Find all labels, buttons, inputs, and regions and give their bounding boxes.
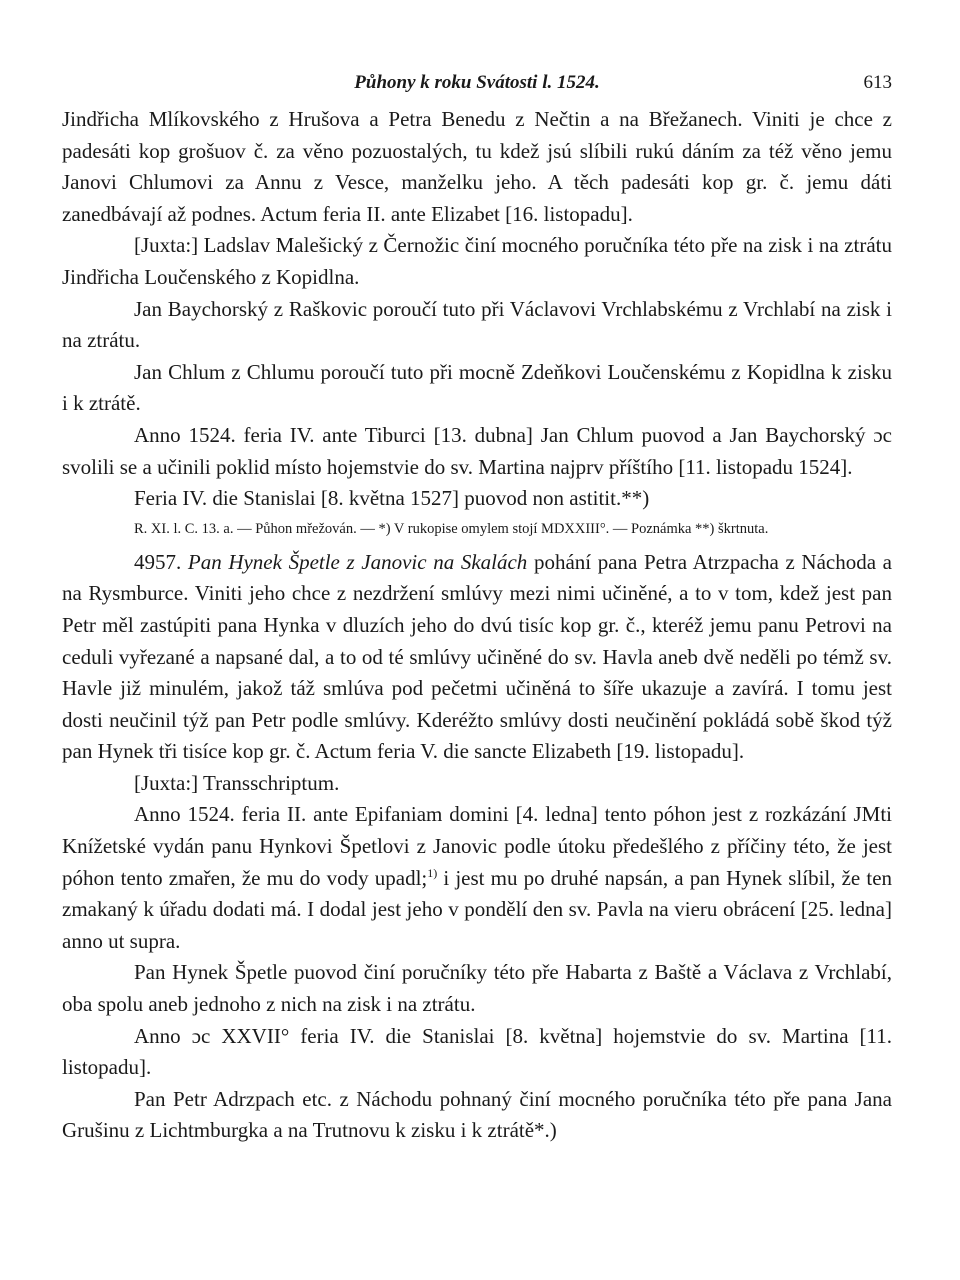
paragraph-text: i jest mu po druhé napsán, a pan Hynek slíbil, že ten zmakaný k úřadu dodati má. I dodal jest jeho v pondělí den sv. Pavla na vieru obrácení [25. ledna] anno ut supra. bbox=[62, 865, 893, 953]
footnote bbox=[62, 519, 892, 539]
entry-paragraph bbox=[62, 547, 892, 768]
entry-4957 bbox=[62, 547, 892, 1147]
page-header bbox=[62, 66, 892, 104]
paragraph: Jan Chlum z Chlumu poroučí tuto při mocně Zdeňkovi Loučenskému z Kopidlna k zisku i k ztrátě. bbox=[62, 359, 892, 416]
entry-title: Pan Hynek Špetle z Janovic na Skalách bbox=[187, 549, 528, 574]
entry-number: 4957. bbox=[134, 549, 182, 574]
running-title: Půhony k roku Svátosti l. 1524. bbox=[354, 72, 600, 93]
paragraph: Feria IV. die Stanislai [8. května 1527] puovod non astitit.**) bbox=[134, 486, 650, 511]
paragraph bbox=[62, 799, 892, 957]
paragraph: [Juxta:] Ladslav Malešický z Černožic činí mocného poručníka této pře na zisk i na ztrátu Jindřicha Loučenského z Kopidlna. bbox=[62, 233, 892, 289]
paragraph: [Juxta:] Transschriptum. bbox=[134, 770, 340, 795]
paragraph: Pan Petr Adrzpach etc. z Náchodu pohnaný činí mocného poručníka této pře pana Jana Grušinu z Lichtmburgka a na Trutnovu k zisku i k ztrátě*.) bbox=[62, 1086, 892, 1143]
paragraph: Pan Hynek Špetle puovod činí poručníky této pře Habarta z Baště a Václava z Vrchlabí, oba spolu aneb jednoho z nich na zisk i na ztrátu. bbox=[62, 960, 892, 1017]
paragraph: Anno 1524. feria IV. ante Tiburci [13. dubna] Jan Chlum puovod a Jan Baychorský ɔc svolili se a učinili poklid místo hojemstvie do sv. Martina najprv příštího [11. listopadu 1524]. bbox=[62, 422, 892, 479]
page-number: 613 bbox=[863, 72, 892, 93]
footnote-marker: 1) bbox=[427, 865, 438, 880]
footnote-text: R. XI. l. C. 13. a. — Půhon mřežován. — *) V rukopise omylem stojí MDXXIII°. — Poznámka **) škrtnuta. bbox=[134, 520, 769, 537]
paragraph: Jan Baychorský z Raškovic poroučí tuto při Václavovi Vrchlabskému z Vrchlabí na zisk i na ztrátu. bbox=[62, 296, 892, 353]
paragraph: Anno ɔc XXVII° feria IV. die Stanislai [8. května] hojemstvie do sv. Martina [11. listopadu]. bbox=[62, 1023, 892, 1080]
paragraph: Jindřicha Mlíkovského z Hrušova a Petra Benedu z Nečtin a na Břežanech. Viniti je chce z padesáti kop grošuov č. za věno pozuostalých, tu kdež jsú slíbili rukú dáním za též věno jemu Janovi Chlumovi za Annu z Vesce, manželku jeho. A těch padesáti kop gr. č. jemu dáti zanedbávají až podnes. Actum feria II. ante Elizabet [16. listopadu]. bbox=[62, 107, 892, 226]
main-text bbox=[62, 104, 892, 515]
entry-text: pohání pana Petra Atrzpacha z Náchoda a na Rysmburce. Viniti jeho chce z nezdržení smlúvy mezi nimi učiněné, a to v tom, kdež jest pan Petr měl zastúpiti pana Hynka v dluzích jeho do dvú tisíc kop gr. č., kteréž jemu panu Petrovi na ceduli vyřezané a napsané dal, a to od té smlúvy učiněné do sv. Havla aneb dvě neděli po témž sv. Havle již minulém, jakož táž smlúva pod pečetmi učiněná to šíře ukazuje a zavírá. I tomu jest dosti neučinil týž pan Petr podle smlúvy. Kderéžto smlúvy dosti neučinění pokládá sobě škod týž pan Hynek tři tisíce kop gr. č. Actum feria V. die sancte Elizabeth [19. listopadu]. bbox=[62, 549, 892, 764]
paragraph-text: Anno 1524. feria II. ante Epifaniam domini [4. ledna] tento póhon jest z rozkázání JMti Knížetské vydán panu Hynkovi Špetlovi z Janovic podle útoku předešlého z příčiny této, že jest póhon tento zmařen, že mu do vody upadl; bbox=[62, 802, 892, 890]
